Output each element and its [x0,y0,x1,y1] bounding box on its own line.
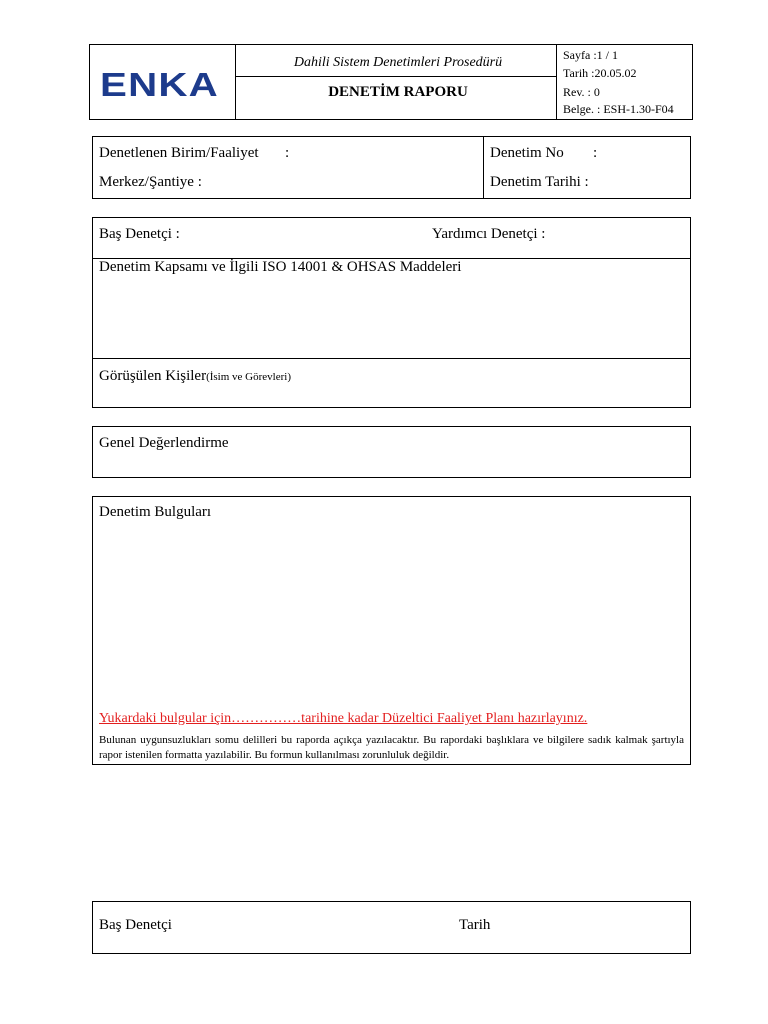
procedure-title: Dahili Sistem Denetimleri Prosedürü [293,55,503,70]
audit-date-label: Denetim Tarihi : [490,174,589,190]
team-box-divider [93,358,690,359]
signature-lead-auditor-label: Baş Denetçi [99,917,172,933]
interviewed-persons-hint: (İsim ve Görevleri) [206,371,291,383]
page-number: Sayfa :1 / 1 [563,48,618,62]
audited-unit-colon: : [285,145,290,161]
company-logo: ENKA [100,66,219,103]
audit-number-colon: : [593,145,598,161]
general-evaluation-label: Genel Değerlendirme [99,435,229,451]
lead-auditor-label: Baş Denetçi : [99,226,180,242]
assistant-auditor-label: Yardımcı Denetçi : [432,226,546,242]
corrective-action-instruction: Yukardaki bulgular için……………tarihine kadar Düzeltici Faaliyet Planı hazırlayınız. [99,711,588,726]
revision-number: Rev. : 0 [563,85,600,99]
audit-number-label: Denetim No [490,145,564,161]
header-divider [235,76,556,77]
audit-unit-box [92,136,691,199]
signature-box [92,901,691,954]
findings-note: Bulunan uygunsuzlukları somu delilleri bu raporda açıkça yazılacaktır. Bu rapordaki başlıklara ve bilgilere sadık kalmak şartıyla rapor istenilen formatta yazılabilir. Bu formun kullanılması zorunluluk değildir. [99,734,684,761]
audit-team-box [92,217,691,408]
audit-findings-label: Denetim Bulguları [99,504,212,520]
document-date: Tarih :20.05.02 [563,66,637,80]
audit-findings-box [92,496,691,765]
document-title: DENETİM RAPORU [328,84,468,100]
audit-scope-label: Denetim Kapsamı ve İlgili ISO 14001 & OHSAS Maddeleri [99,259,462,275]
general-evaluation-box [92,426,691,478]
unit-box-divider [483,137,484,198]
interviewed-persons-label [99,367,291,385]
signature-date-label: Tarih [459,917,491,933]
document-code: Belge. : ESH-1.30-F04 [563,102,674,116]
document-header [89,44,693,120]
site-label: Merkez/Şantiye : [99,174,202,190]
interviewed-persons-title: Görüşülen Kişiler [99,368,207,384]
audited-unit-label: Denetlenen Birim/Faaliyet [99,145,259,161]
